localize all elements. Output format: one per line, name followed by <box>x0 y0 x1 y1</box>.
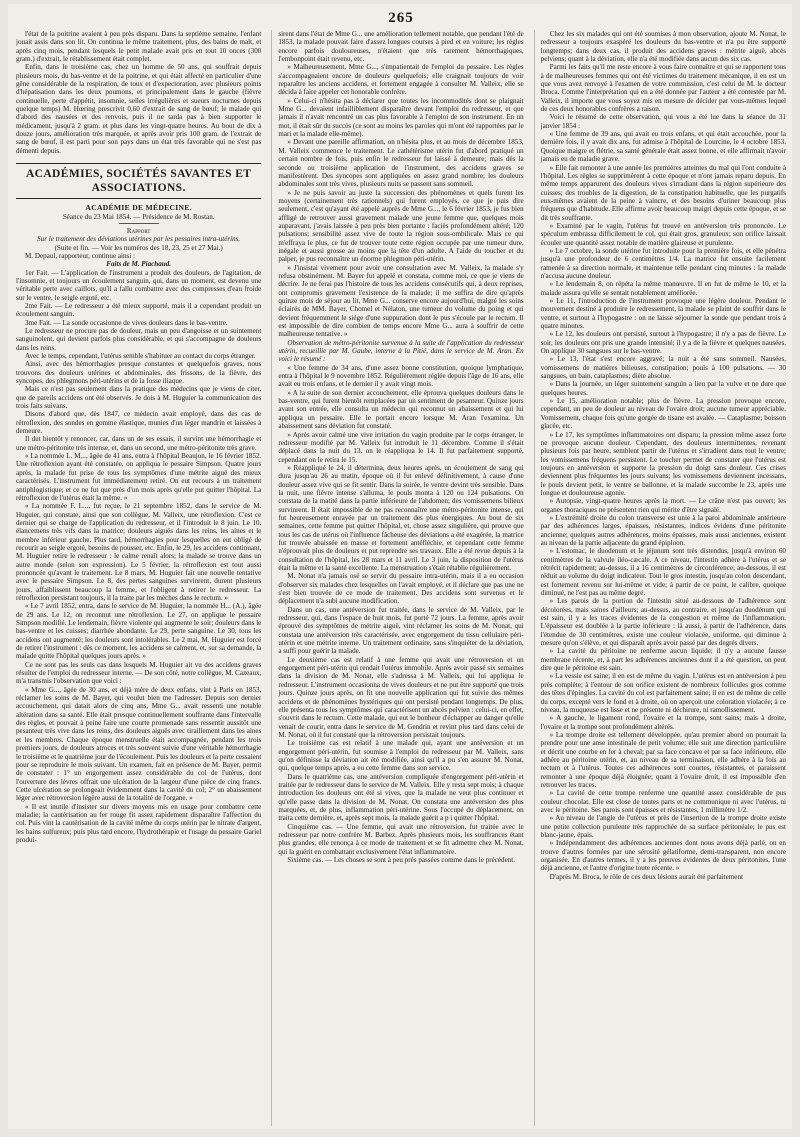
paragraph: » La cavité du péritoine ne renferme aucun liquide; il n'y a aucune fausse membrane récente, et, à part les adhérences anciennes dont il a été question, on peut dire que le péritoine est sain. <box>540 647 786 673</box>
paragraph: » Le lendemain 8, on répéta la même manœuvre. Il en fut de même le 10, et la malade assura qu'elle se sentait notablement améliorée. <box>540 280 786 297</box>
academy-title: ACADÉMIE DE MÉDECINE. <box>85 203 192 213</box>
paragraph: Disons d'abord que, dès 1847, ce médecin avait employé, dans des cas de rétroflexion, des sondes en gomme élastique, munies d'un léger mandrin et laissées à demeure. <box>16 410 262 436</box>
paragraph: « La nommée F. L..., fut reçue, le 21 septembre 1852, dans le service de M. Huguier, qui constate, ainsi que son collègue, M. Valleix, une rétroflexion. C'est ce dernier qui se charge de l'application du redresseur, et il l'introduit le 8 juin. Le 10, élancemens très vifs dans la matrice; douleurs aiguës dans les reins, les aines et le membre inférieur gauche. Plus tard, hémorrhagies pour lesquelles on eut obligé de recourir au seigle ergoté, besoins de pousser, etc. Enfin, le 29, les accidens continuant, M. Huguier retire le redresseur : le calme renaît alors; la malade se trouve dans un autre monde (selon son expression). Le 5 février, la rétroflexion est tout aussi prononcée qu'avant le traitement. Le 8 mars, M. Huguier fait une nouvelle tentative avec le pessaire Simpson. Le 8, des pertes sanguines survinrent, durent plusieurs jours, affaiblissent beaucoup la femme, et l'obligent à retirer le redresseur. La rétroflexion persistant toujours, il la traite par les mèches dans le rectum. » <box>16 502 262 602</box>
newspaper-page <box>8 4 792 1129</box>
paragraph: » A la suite de son dernier accouchement, elle éprouva quelques douleurs dans le bas-ventre, qui furent bientôt remplacées par un sentiment de pesanteur. Quinze jours avant son entrée, elle consulta un médecin qui reconnut un abaissement et qui lui appliqua un pessaire. Elle le portait encore lorsque M. Aran l'examina. Un abaissement sans déviation fut constaté. <box>278 388 524 431</box>
paragraph: » Réappliqué le 24, il détermina, deux heures après, un écoulement de sang qui dura jusqu'au 26 au matin, époque où il fut enlevé définitivement, à cause d'une douleur assez vive qui se fit sentir. Dans la soirée, le ventre devint très sensible. Dans la nuit, une fièvre intense s'alluma, le pouls monta à 120 ou 124 pulsations. On constata de la matité dans la partie inférieure de l'abdomen; des vomissemens bilieux survinrent. Il était impossible de ne pas reconnaître une métro-péritonite intense, qui fut heureusement enrayée par un traitement des plus énergiques. Au bout de six semaines, cette femme put quitter l'hôpital, et, chose assez singulière, qui prouve que tous les cas de utérus où l'influence fâcheuse des déviations a été exagérée, la matrice fut trouvée abaissée en masse et fortement antéfléchie, et cependant cette femme n'éprouvait plus de douleurs et put reprendre ses travaux. Elle a été revue depuis à la consultation de l'hôpital, les 28 mars et 11 avril. Le 3 juin, la disposition de l'utérus était la même et la santé excellente. La menstruation s'était rétablie régulièrement. <box>278 463 524 572</box>
section-title: ACADÉMIES, SOCIÉTÉS SAVANTES ET ASSOCIATIONS. <box>25 168 252 195</box>
paragraph: Le deuxième cas est relatif à une femme qui avait une rétroversion et un engorgement péri-utérin qui rendait l'utérus immobile. Après avoir passé six semaines dans la division de M. Nonat, elle s'adressa à M. Valleix, qui lui appliqua le redresseur. L'instrument occasionna de vives douleurs et ne put être supporté que trois jours. Quinze jours après, on fit une nouvelle application qui fut suivie des mêmes accidens et de phénomènes hystériques qui ont persisté pendant longtemps. De plus, elle présenta tous les symptômes qui caractérisent un abcès pelvien : celui-ci, en effet, s'ouvrit dans le rectum. Cette malade, qui eut le bonheur d'échapper au danger qu'elle venait de courir, entra dans le service de M. Gendrin et revint plus tard dans celui de M. Nonat, où il fut constaté que la rétroversion persistait toujours. <box>278 655 524 739</box>
paragraph: » Le 13, l'état s'est encore aggravé; la nuit a été sans sommeil. Nausées, vomissemens de matières bilieuses, constipation; pouls à 100 pulsations. — 30 sangsues, un bain, cataplasmes; diète absolue. <box>540 355 786 381</box>
paragraph: Il dut bientôt y renoncer, car, dans un de ses essais, il survint une hémorrhagie et une métro-péritonite très intense, et, dans un second, une métro-péritonite très grave. <box>16 435 262 452</box>
paragraph: Chez les six malades qui ont été soumises à mon observation, ajoute M. Nonat, le redresseur a toujours exaspéré les douleurs du bas-ventre et n'a pu être supporté longtemps; dans deux cas, il produit des accidens graves : métrite aiguë, abcès pelviens; quant à la déviation, elle n'a été modifiée dans aucun des six cas. <box>540 30 786 64</box>
paragraph: Cinquième cas. — Une femme, qui avait une rétroversion, fut traitée avec le redresseur par notre confrère M. Barbez. Après plusieurs mois, les souffrances étant plus grandes, elle renonça à ce mode de traitement et se fit admettre chez M. Nonat, qui la guérit en combattant exclusivement l'état inflammatoire. <box>278 822 524 856</box>
paragraph: Sixième cas. — Les choses se sont à peu près passées comme dans le précédent. <box>287 856 516 865</box>
paragraph: » La trompe droite est tellement développée, qu'au premier abord on pourrait la prendre pour une anse intestinale de petit volume; elle suit une direction particulière et décrit une courbe en fer à cheval; par sa face concave et par sa face inférieure, elle adhère au péritoine utérin, et, au niveau de sa terminaison, elle adhère à la fois au rectum et à l'utérus. Toutes ces adhérences sont courtes, résistantes, et paraissent remonter à une époque déjà éloignée; quant à l'ovaire droit, il est impossible d'en retrouver les traces. <box>540 730 786 789</box>
paragraph: Le redresseur ne procure pas de douleur, mais un peu d'angoisse et un suintement sanguinolent, qui devient parfois plus considérable, et qui s'accompagne de douleurs dans les reins. <box>16 326 262 352</box>
paragraph: Ce ne sont pas les seuls cas dans lesquels M. Huguier ait vu des accidens graves résulter de l'emploi du redresseur interne. — De son côté, notre collègue, M. Cazeaux, m'a transmis l'observation que voici : <box>16 660 262 686</box>
paragraph: » Le 11, l'introduction de l'instrument provoque une légère douleur. Pendant le mouvement destiné à produire le redressement, la malade se plaint de souffrir dans le ventre, et surtout à l'hypogastre : on ne laisse séjourner la sonde que pendant trois à quatre minutes. <box>540 297 786 331</box>
paragraph: sirent dans l'état de Mme G... une amélioration tellement notable, que pendant l'été de 1853, la malade pouvait faire d'assez longues courses à pied et en voiture; les règles encore parfois douloureuses, n'étaient que très rarement hémorrhagiques, l'embonpoint était revenu, etc. <box>278 30 524 64</box>
paragraph: » Devant une pareille affirmation, on n'hésita plus, et au mois de décembre 1853, M. Valleix commence le traitement. Le cathétérisme utérin fut d'abord pratiqué un certain nombre de fois, puis enfin le redresseur fut laissé à demeure; mais dès la seconde ou troisième application de l'instrument, des accidens graves se manifestèrent. Des syncopes sont appliquées en assez grand nombre; les douleurs abdominales sont très vives, plusieurs nuits se passent sans sommeil. <box>278 138 524 189</box>
paragraph: » La cavité de cette trompe renferme une quantité assez considérable de pus couleur chocolat. Elle est close de toutes parts et ne communique ni avec l'utérus, ni avec le péritoine. Ses parois sont épaisses et résistantes, 1 millimètre 1/2. <box>540 789 786 814</box>
paragraph: Mais ce n'est pas seulement dans la pratique des médecins que je viens de citer, que de pareils accidens ont été observés. Je dois à M. Huguier la communication des trois faits suivans. <box>16 385 262 411</box>
paragraph: » Le 7 octobre, la sonde utérine fut introduite pour la première fois, et elle pénétra jusqu'à une profondeur de 6 centimètres 1/4. La matrice fut ensuite facilement ramenée à sa direction normale, et maintenue telle pendant cinq minutes : la malade n'accusa aucune douleur. <box>540 246 786 280</box>
paragraph: Voici le résumé de cette observation, qui vous a été lue dans la séance du 31 janvier 1854 : <box>540 113 786 130</box>
rapporteur-intro: M. Depaul, rapporteur, continue ainsi : <box>25 251 136 260</box>
column-2 <box>271 30 523 1126</box>
paragraph: Parmi les faits qu'il me reste encore à vous faire connaître et qui se rapportent tous à de malheureuses femmes qui ont été victimes du traitement mécanique, il en est un que vous avez renvoyé à l'examen de votre commission, c'est celui de M. le docteur Broca. Comme l'interprétation qui en a été donnée par l'auteur a été contestée par M. Valleix, il importe que vous soyez mis en mesure de décider par vous-mêmes lequel de ces deux honorables confrères a raison. <box>540 63 786 114</box>
paragraph: 1er Fait. — L'application de l'instrument a produit des douleurs, de l'agitation, de l'insomnie, et toujours un écoulement sanguin, qui, dans un moment, est devenu une véritable perte avec caillots, qu'il a fallu combattre avec des compresses d'eau froide sur le ventre, le seigle ergoté, etc. <box>16 268 262 302</box>
paragraph: « La nommée L. M..., âgée de 41 ans, entra à l'hôpital Beaujon, le 16 février 1852. Une rétroflexion ayant été constatée, on appliqua le pessaire Simpson. Quatre jours après, la malade fut prise de tous les symptômes d'une métrite aiguë des mieux caractérisés. L'instrument fut immédiatement retiré. On eut recours à un traitement antiphlogistique; et ce ne fut que près d'un mois après qu'elle put quitter l'hôpital. La rétroflexion de l'utérus était la même. » <box>16 452 262 502</box>
rapport-subject: Sur le traitement des déviations utérines par les pessaires intra-utérins. <box>37 235 241 244</box>
paragraph: l'état de la poitrine avaient à peu près disparu. Dans la septième semaine, l'enfant jouait assis dans son lit. On continua le même traitement, plus, des bains de malt, et après cinq mois, pendant lesquels le petit malade avait pris en tout 10 onces (300 gram.) d'extrait, le rétablissement était complet. <box>16 30 262 64</box>
paragraph: Dans un cas, une antéversion fut traitée, dans le service de M. Valleix, par le redresseur, qui, dans l'espace de huit mois, fut porté 72 jours. La femme, après avoir éprouvé des symptômes de métrite aiguë, vint réclamer les soins de M. Nonat, qui constata une antéversion très caractérisée, avec engorgement du tissu cellulaire péri-utérin et une métrite interne. Un traitement ordinaire, sans s'inquiéter de la déviation, a suffi pour guérir la malade. <box>278 605 524 656</box>
section-banner <box>16 163 261 199</box>
paragraph: » Le 17, les symptômes inflammatoires ont disparu; la pression même assez forte ne provoque aucune douleur. Cependant, des douleurs intermittentes, revenant plusieurs fois par heure, semblent partir de l'utérus et s'irradient dans tout le ventre; les vomissemens fréquens persistent. Le toucher permet de constater que l'utérus est toujours en antéversion et supporte la pression du doigt sans douleur. Ces crises deviennent plus fréquentes les jours suivans; les vomissemens deviennent incessans, le pouls devient petit, le ventre se ballonne, et la malade succombe le 23, après une longue et douloureuse agonie. <box>540 430 786 497</box>
page-number: 265 <box>388 10 414 26</box>
paragraph: » La vessie est saine; il en est de même du vagin. L'utérus est en antéversion à peu près complète; à l'entour de son orifice existent de nombreux follicules gros comme des têtes d'épingles. La cavité du col est parfaitement saine; il en est de même de celle du corps, excepté vers le fond et à droite, où on aperçoit une coloration violacée; à ce niveau, la muqueuse est lisse et ne présente ni déchirure, ni ramollissement. <box>540 672 786 714</box>
paragraph: » Au niveau de l'angle de l'utérus et près de l'insertion de la trompe droite existe une petite collection purulente très rapprochée de sa surface péritonéale; le pus est blanc-jaune, épais. <box>540 814 786 839</box>
faits-heading: Faits de M. Piachaud. <box>106 260 172 269</box>
paragraph: » L'estomac, le duodenum et le jéjunum sont très distendus, jusqu'à environ 60 centimètres de la valvule iléo-cæcale. A ce niveau, l'intestin adhère à l'utérus et se rétrécit rapidement; au-dessus, il a 16 centimètres de circonférence; au-dessous, il est réduit au volume du doigt indicateur. Tout le gros intestin, jusqu'au colon descendant, est fortement revenu sur lui-même et vide; à partir de ce point, le calibre, quoique diminué, ne l'est pas au même degré. <box>540 547 786 598</box>
paragraph: » Elle fait remonter à une année les premières atteintes du mal qui l'ont conduite à l'hôpital. Les règles se supprimèrent à cette époque et n'ont jamais reparu depuis. En même temps apparurent des douleurs vives s'irradiant dans la région supérieure des cuisses; des troubles de la digestion, de la constipation habituelle, que les purgatifs eux-mêmes avaient de la peine à vaincre, et des besoins d'uriner beaucoup plus fréquens que d'habitude. Elle affirme avoir beaucoup maigri depuis cette époque, et se dit très souffrante. <box>540 163 786 222</box>
paragraph: « Une femme de 39 ans, qui avait eu trois enfans, et qui était accouchée, pour la dernière fois, il y avait dix ans, fut admise à l'hôpital de Lourcine, le 4 octobre 1853. Quoique maigre et flétrie, sa santé générale était assez bonne, et elle affirmait n'avoir jamais eu de maladie grave. <box>540 130 786 164</box>
paragraph: » Examiné par le vagin, l'utérus fut trouvé en antéversion très prononcée. Le spéculum embrassa difficilement le col, qui était gros, granuleux; son orifice laissait écouler une quantité assez notable de matière glaireuse et purulente. <box>540 221 786 247</box>
paragraph: Ainsi, avec des hémorrhagies presque constantes et quelquefois graves, nous trouvons des douleurs utérines et abdominales, des frissons, de la fièvre, des syncopes, des phlegmons péri-utérins et de la fosse iliaque. <box>16 360 262 386</box>
paragraph: » L'extrémité droite du colon transverse est unie à la paroi abdominale antérieure par des adhérences larges, épaisses, résistantes, indices évidens d'une péritonite ancienne; quelques autres adhérences, moins épaisses, mais aussi anciennes, existent au niveau de la partie adjacente du grand épiploon. <box>540 513 786 547</box>
paragraph: » Malheureusement, Mme G..., s'impatientait de l'emploi du pessaire. Les règles s'accompagnaient encore de douleurs quelquefois; elle craignait toujours de voir reparaître les anciens accidens, et fortement engagée à consulter M. Valleix, elle se décida à faire appeler cet honorable confrère. <box>278 63 524 97</box>
paragraph: « Le 7 avril 1852, entra, dans le service de M. Huguier, la nommée H... (A.), âgée de 29 ans. Le 12, on reconnut une rétroflexion. Le 27, on applique le pessaire Simpson modifié. Le lendemain, fièvre violente qui augmente le soir; douleurs dans le bas-ventre et les cuisses; diarrhée abondante. Le 29, perte sanguine. Le 30, tous les accidens ont augmenté; les douleurs sont intolérables. Le 2 mai, M. Huguier est forcé de retirer l'instrument : dès ce moment, les accidens se calment, et, sur sa demande, la malade quitte l'hôpital quelques jours après. » <box>16 602 262 661</box>
paragraph: 2me Fait. — Le redresseur a été mieux supporté, mais il a cependant produit un écoulement sanguin. <box>16 301 262 319</box>
paragraph: » Je ne puis savoir au juste la succession des phénomènes et quels furent les moyens (certainement très rationnels) qui furent employés, ce que je puis dire seulement, c'est qu'ayant été appelé auprès de Mme G..., le 6 février 1853, je fus bien affligé de retrouver aussi gravement malade une jeune femme que, quelques mois auparavant, j'avais laissée à peu près bien portante : faciès profondément altéré; 120 pulsations; sensibilité assez vive de toute la région sous-ombilicale. Mais ce qui m'effraya le plus, ce fut de trouver toute cette région occupée par une tumeur dure, inégale et aussi grosse au moins que la tête d'un adulte. A l'aide du toucher et du palper, je pus reconnaître un énorme phlegmon péri-utérin. <box>278 188 524 264</box>
paragraph: D'après M. Broca, le rôle de ces deux lésions aurait été parfaitement <box>549 872 743 881</box>
paragraph: » Autopsie, vingt-quatre heures après la mort. — Le crâne n'est pas ouvert; les organes thoraciques ne présentent rien qui mérite d'être signalé. <box>540 497 786 514</box>
observation-heading: Observation de métro-péritonite survenue à la suite de l'application du redresseur utérin, recueillie par M. Gaube, interne à la Pitié, dans le service de M. Aran. En voici le résumé : <box>278 338 524 364</box>
paragraph: » Dans la journée, un léger suintement sanguin a lieu par la vulve et ne dure que quelques heures. <box>540 380 786 397</box>
paragraph: » Les parois de la portion de l'intestin situé au-dessous de l'adhérence sont décolorées, mais saines d'ailleurs; au-dessus, au contraire, et jusqu'au duodénum qui est sain, il y a les traces évidentes de la congestion et même de l'inflammation. L'épaisseur est doublée à la partie inférieure : là aussi, à partir de l'adhérence, dans l'étendue de 30 centimètres, existe une couleur violacée, uniforme, qui diminue à mesure qu'on s'élève, et qui disparaît après avoir passé par des degrés divers. <box>540 597 786 648</box>
paragraph: » Après avoir calmé une vive irritation du vagin produite par le corps étranger, le redresseur modifié par M. Valleix fut introduit le 11 décembre. Comme il s'était déplacé dans la nuit du 13, on le réappliqua le 14. Il fut parfaitement supporté, cependant on le retira le 15. <box>278 430 524 464</box>
paragraph: » Le 15, amélioration notable; plus de fièvre. La pression provoque encore, cependant, un peu de douleur au niveau de l'ovaire droit; aucune tumeur appréciable. Vomissement, chaque fois qu'une gorgée de tisane est avalée. — Cataplasme; boisson glacée, etc. <box>540 397 786 431</box>
column-1 <box>16 30 261 1126</box>
paragraph: » Celui-ci n'hésita pas à déclarer que toutes les incommodités dont se plaignait Mme G... devaient infailliblement disparaître devant l'emploi du redresseur, et que jamais il n'avait rencontré un cas plus favorable à l'emploi de son instrument. En un mot, il était sûr du succès (ce sont au moins les paroles qui m'ont été rapportées par le mari et la malade elle-même). <box>278 96 524 139</box>
paragraph: « Il est inutile d'insister sur divers moyens mis en usage pour combattre cette maladie; la cautérisation au fer rouge fit assez rapidement disparaître l'affection du col. Puis vint la cautérisation de la cavité même du corps utérin par le nitrate d'argent, les bains sulfureux; puis plus tard encore, l'hydrothérapie et l'usage du pessaire Gariel produi- <box>16 802 262 844</box>
rapport-label: Rapport <box>126 226 151 235</box>
paragraph: « Une femme de 34 ans, d'une assez bonne constitution, quoique lymphatique, entra à l'hôpital le 9 novembre 1852. Régulièrement réglée depuis l'âge de 16 ans, elle avait eu trois enfans, et le dernier il y avait vingt mois. <box>278 363 524 389</box>
column-3 <box>534 30 786 1126</box>
text-columns <box>16 30 786 1126</box>
paragraph: Dans le quatrième cas, une antéversion compliquée d'engorgement péri-utérin et traitée par le redresseur dans le service de M. Valleix. Elle y resta sept mois; à chaque introduction les douleurs ont été si vives, que la malade ne veut plus continuer et qu'elle passe dans la division de M. Nonat. On constata une antéversion des plus marquées, et, de plus, inflammation péri-utérine. Sous l'occupé du déplacement, on traita cette dernière, et, après sept mois, la malade guérit a p i quitter l'hôpital. <box>278 772 524 823</box>
divider <box>119 223 159 224</box>
paragraph: » J'insistai vivement pour avoir une consultation avec M. Valleix, la malade s'y refusa obstinément. M. Bayer fut appelé et constata, comme moi, ce que je viens de décrire. Je ne ferai pas l'histoire de tous les accidens consécutifs qui, à deux reprises, ont compromis gravement l'existence de la malade; il me suffira de dire qu'après quinze mois de séjour au lit, Mme G... conserve encore aujourd'hui, malgré les soins éclairés de MM. Bayer, Chomel et Nélaton, une tumeur du volume du poing et qui devient fréquemment le siége d'une suppuration dont le pus s'écoule par le rectum. Il est impossible de dire combien de temps encore Mme G... aura à souffrir de cette malheureuse tentative. » <box>278 263 524 339</box>
suite-note: (Suite et fin. — Voir les numéros des 18, 23, 25 et 27 Mai.) <box>54 243 223 252</box>
paragraph: » A gauche, le ligament rond, l'ovaire et la trompe, sont sains; mais à droite, l'ovaire et la trompe sont profondément altérés. <box>540 714 786 731</box>
paragraph: Le troisième cas est relatif à une malade qui, ayant une antéversion et un engorgement péri-utérin, fut soumise à l'emploi du redresseur par M. Valleix, sans qu'on définisse la déviation ait été modifiée, ainsi qu'il a pu s'en assurer M. Nonat, qui, quelque temps après, a eu cette femme dans son service. <box>278 739 524 773</box>
session-line: Séance du 23 Mai 1854. — Présidence de M. Rostan. <box>62 212 215 221</box>
paragraph: « Mme G..., âgée de 30 ans, et déjà mère de deux enfans, vint à Paris en 1853, réclamer les soins de M. Bayer, qui voulut bien me l'adresser. Depuis son dernier accouchement, qui datait alors de cinq ans, Mme G... avait ressenti une notable altération dans sa santé. Elle était presque continuellement souffrante dans l'intervalle des règles, et pouvait à peine faire une courte promenade sans ressentir aussitôt une pesanteur très vive dans les reins, des douleurs aiguës avec tiraillement dans les aines et les membres. Chaque époque menstruelle était accompagnée, pendant les trois premiers jours, de douleurs atroces et très souvent suivie d'une véritable hémorrhagie le troisième et le quatrième jour de l'écoulement. Puis les douleurs et la perte cessaient pour se reproduire le mois suivant. Un examen, fait en présence de M. Bayer, permit de constater : 1° un engorgement assez considérable du col de l'utérus, dont l'ouverture des lèvres offrait une ulcération de la largeur d'une pièce de cinq francs. Cette ulcération se prolongeait évidemment dans la cavité du col; 2° un abaissement léger avec rétroversion légère aussi de la totalité de l'organe. » <box>16 685 262 803</box>
paragraph: Enfin, dans le troisième cas, chez un homme de 50 ans, qui souffrait depuis plusieurs mois, du bas-ventre et de la poitrine, et qui était affecté en particulier d'une gêne considérable de la respiration, de toux et d'expectoration, avec plusieurs points d'hépatisation dans les deux poumons, et principalement dans le gauche (fièvre continuelle, perte d'appétit, insomnie, selles irrégulières et sueurs nocturnes depuis quelque temps) M. Hœring prescrivit 0,60 d'extrait de sang de bœuf; le malade qui d'abord des nausées et des renvois, puis il ne tarda pas à bien supporter le médicament, jusqu'à 2 gram. et plus dans les vingt-quatre heures. Au bout de dix à douze jours, amélioration très marquée, et après avoir pris 100 gram. de l'extrait de sang de bœuf, il est parti pour son pays dans un état très favorable qui ne s'est pas démenti depuis. <box>16 63 262 155</box>
paragraph: 3me Fait. — La sonde occasionne de vives douleurs dans le bas-ventre. <box>25 318 228 327</box>
paragraph: » Le 12, les douleurs ont persisté, surtout à l'hypogastre; il n'y a pas de fièvre. Le soir, les douleurs ont pris une grande intensité; il y a de la fièvre et quelques nausées. On applique 30 sangsues sur le bas-ventre. <box>540 330 786 356</box>
paragraph: Avec le temps, cependant, l'utérus semble s'habituer au contact du corps étranger. <box>25 352 256 360</box>
paragraph: » Indépendamment des adhérences anciennes dont nous avons déjà parlé, on en trouve d'autres formées par une sérosité gélatiforme, demi-transparent, non encore organisée. En d'autres termes, il y a les preuves évidentes de deux péritonites, l'une déjà ancienne, et l'autre d'origine toute récente. » <box>540 839 786 873</box>
paragraph: M. Nonat n'a jamais osé se servir du pessaire intra-utérin, mais il a eu occasion d'observer six malades chez lesquelles on l'avait employé, et il déclare que pas une ne s'est bien trouvée de ce mode de traitement. Des accidens sont survenus et le déplacement n'a subi aucune modification. <box>278 572 524 606</box>
